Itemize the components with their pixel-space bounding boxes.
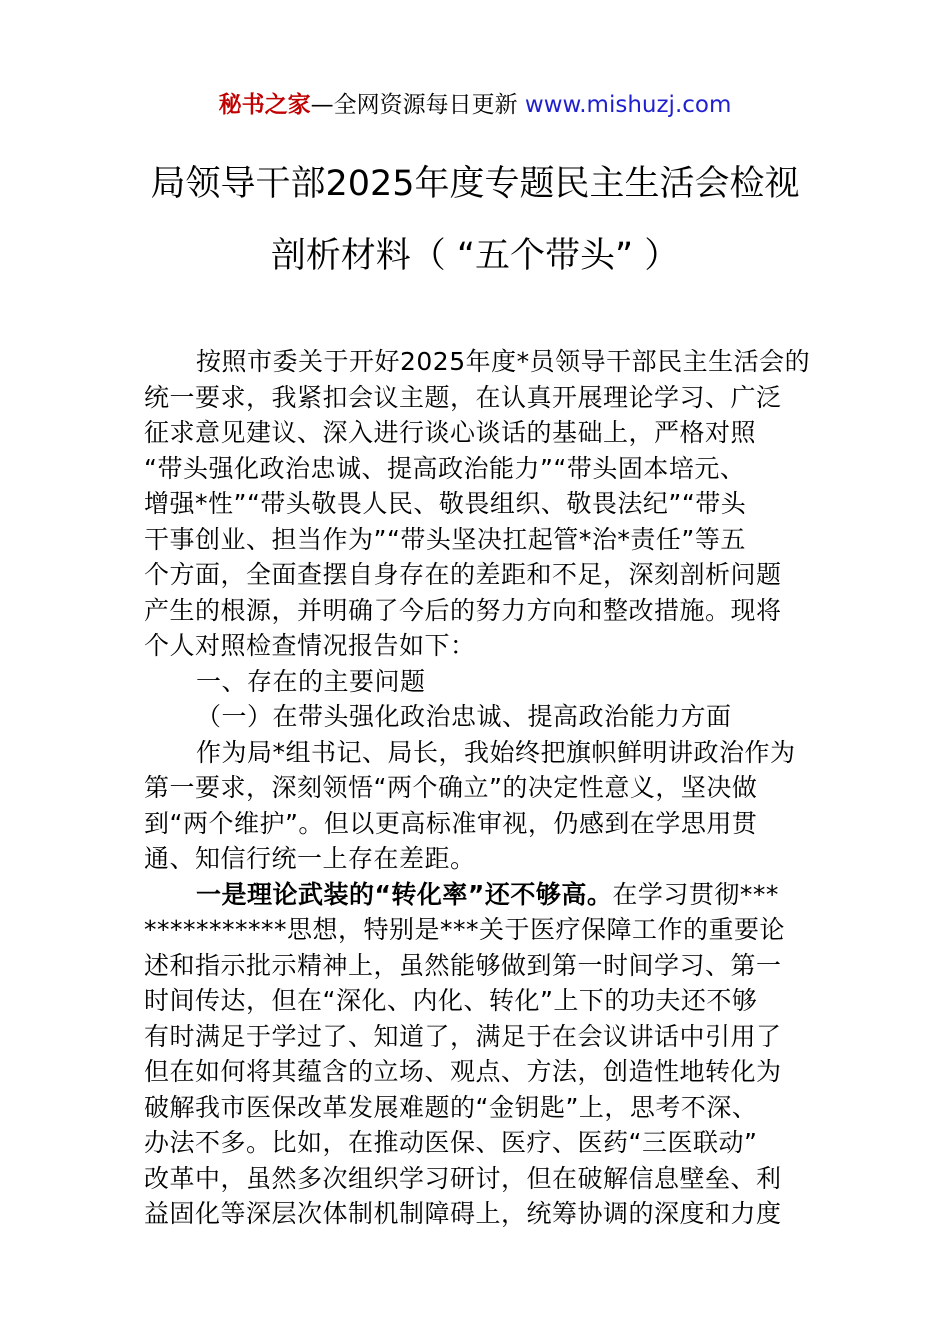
body-line: 按照市委关于开好2025年度*员领导干部民主生活会的 xyxy=(196,347,811,376)
body-line: 益固化等深层次体制机制障碍上，统筹协调的深度和力度 xyxy=(144,1199,782,1228)
body-line: 作为局*组书记、局长，我始终把旗帜鲜明讲政治作为 xyxy=(196,737,796,767)
document-body xyxy=(144,344,811,1232)
document-title-line-2 xyxy=(120,234,830,278)
body-line: ***********思想，特别是***关于医疗保障工作的重要论 xyxy=(144,915,786,944)
subsection-heading: （一）在带头强化政治忠诚、提高政治能力方面 xyxy=(196,702,732,731)
body-line: 述和指示批示精神上，虽然能够做到第一时间学习、第一 xyxy=(144,950,782,980)
body-line: 个方面，全面查摆自身存在的差距和不足，深刻剖析问题 xyxy=(144,560,782,589)
body-line xyxy=(144,877,808,913)
body-line: 征求意见建议、深入进行谈心谈话的基础上，严格对照 xyxy=(144,418,757,447)
title-line-2: 剖析材料（ “五个带头” ） xyxy=(270,236,680,276)
point-heading: 一是理论武装的“转化率”还不够高。 xyxy=(196,879,613,909)
site-tagline: —全网资源每日更新 xyxy=(310,92,525,118)
body-line: 通、知信行统一上存在差距。 xyxy=(144,844,476,873)
body-line: 时间传达，但在“深化、内化、转化”上下的功夫还不够 xyxy=(144,986,758,1015)
site-brand: 秘书之家 xyxy=(218,92,311,118)
point-text: 在学习贯彻*** xyxy=(612,879,779,909)
document-title xyxy=(120,162,830,206)
body-line: 个人对照检查情况报告如下： xyxy=(144,631,476,660)
body-line: 改革中，虽然多次组织学习研讨，但在破解信息壁垒、利 xyxy=(144,1163,782,1193)
body-line: 办法不多。比如，在推动医保、医疗、医药“三医联动” xyxy=(144,1128,758,1157)
body-line: 到“两个维护”。但以更高标准审视，仍感到在学思用贯 xyxy=(144,808,758,838)
body-line: 增强*性”“带头敬畏人民、敬畏组织、敬畏法纪”“带头 xyxy=(144,489,747,518)
section-heading: 一、存在的主要问题 xyxy=(196,666,426,696)
title-line-1: 局领导干部2025年度专题民主生活会检视 xyxy=(150,164,800,204)
body-line: 第一要求，深刻领悟“两个确立”的决定性意义，坚决做 xyxy=(144,773,758,802)
body-line: 但在如何将其蕴含的立场、观点、方法，创造性地转化为 xyxy=(144,1057,782,1086)
body-line: 产生的根源，并明确了今后的努力方向和整改措施。现将 xyxy=(144,595,782,625)
body-line: “带头强化政治忠诚、提高政治能力”“带头固本培元、 xyxy=(144,453,746,483)
site-url-link[interactable]: www.mishuzj.com xyxy=(524,92,732,118)
site-header xyxy=(0,88,950,122)
body-line: 破解我市医保改革发展难题的“金钥匙”上，思考不深、 xyxy=(144,1092,758,1122)
body-line: 干事创业、担当作为”“带头坚决扛起管*治*责任”等五 xyxy=(144,524,746,554)
body-line: 统一要求，我紧扣会议主题，在认真开展理论学习、广泛 xyxy=(144,382,782,412)
body-line: 有时满足于学过了、知道了，满足于在会议讲话中引用了 xyxy=(144,1021,782,1051)
